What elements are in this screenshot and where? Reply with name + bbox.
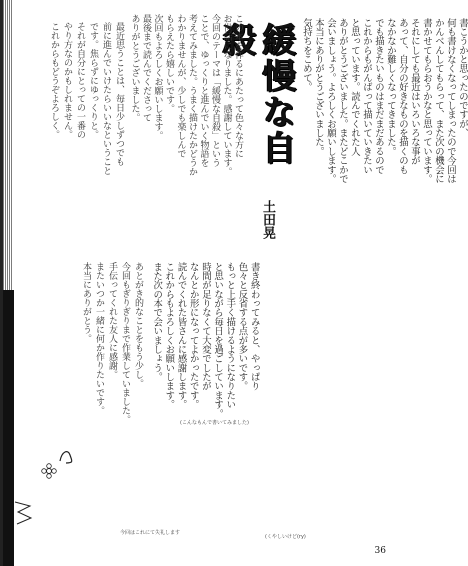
text-line: 最近思うことは、毎日少しずつでも xyxy=(114,22,124,166)
text-line: と思いながら毎日を過ごしています。 xyxy=(212,262,224,419)
handwritten-note-2: (くやしいけど(ry) xyxy=(265,534,306,540)
page-number: 36 xyxy=(374,546,386,556)
body-column-middle-upper xyxy=(128,14,243,234)
text-line: 考えてみました。うまく描けたかどうか xyxy=(187,14,197,176)
text-line: これからもよろしくお願いします。 xyxy=(163,262,175,410)
handwritten-note-3: 今回はこれにて失礼します xyxy=(120,530,181,536)
text-line: この本を作るにあたって色々な方に xyxy=(233,14,243,158)
text-line: 気持ちをこめて。 xyxy=(301,18,312,92)
text-line: ありがとうございました。 xyxy=(129,14,140,122)
text-line: もっと上手く描けるようになりたい xyxy=(224,262,236,410)
text-line: 会いましょう。よろしくお願いします。 xyxy=(325,18,336,184)
text-line: ありがとうございました。またどこかで xyxy=(337,18,348,184)
text-line: 本当にありがとう。 xyxy=(81,262,91,343)
text-line: かんべんしてもらって、また次の機会に xyxy=(433,18,444,184)
text-line: でも描きたいものはまだまだあるので xyxy=(373,18,384,175)
text-line: またいつか一緒に何か作りたいです。 xyxy=(94,262,104,415)
body-column-left-lower xyxy=(78,262,143,462)
signature-doodle xyxy=(58,445,76,465)
text-line: 時間が足りなくて大変でしたが xyxy=(199,262,211,391)
text-line: これからもがんばって描いていきたい xyxy=(361,18,372,175)
text-line: これからもどうぞよろしく。 xyxy=(49,22,59,139)
flower-doodle xyxy=(40,462,58,480)
text-line: お世話になりました。感謝しています。 xyxy=(221,14,232,176)
text-line: と思っています。読んでくれた人 xyxy=(349,18,360,156)
text-line: 何も書けなくなってしまったので今回は xyxy=(445,18,456,184)
text-line: それにしても最近はいろいろな事が xyxy=(409,18,420,166)
text-line: 読んでくれた皆さんに感謝します。 xyxy=(175,262,187,410)
page-title: 緩慢な自殺 xyxy=(216,22,296,166)
handwritten-note-1: (こんなもんで書いてみました) xyxy=(180,420,249,426)
body-column-right xyxy=(300,18,468,538)
text-line: 色々と反省する点が多いです。 xyxy=(236,262,248,391)
text-line: 書き終わってみると、やっぱり xyxy=(248,262,260,391)
left-edge-line xyxy=(0,0,3,566)
text-line: あって、自分の好きなものを描くのも xyxy=(397,18,408,175)
text-line: なかなか難しくなってきました。 xyxy=(385,18,396,156)
text-line: 書こうかと思ったのですが、 xyxy=(457,18,468,138)
text-line: あとがき的なことをもう少し。 xyxy=(133,262,143,388)
text-line: 今回もぎりぎりまで作業していました。 xyxy=(120,262,130,424)
text-line: ことで、ゆっくりと進んでいく物語を xyxy=(198,14,209,167)
corner-scribble xyxy=(12,498,34,528)
text-line: 最後まで読んでくださって xyxy=(141,14,151,122)
text-line: もらえたら嬉しいです。 xyxy=(164,14,174,113)
text-line: それが自分にとっての一番の xyxy=(75,22,85,139)
text-line: 書かせてもらおうかなと思っています。 xyxy=(421,18,432,184)
text-line: です。焦らずにゆっくりと。 xyxy=(88,22,98,139)
author-name: 土田晃 xyxy=(260,200,275,239)
text-line: なんとか形になってよかったです。 xyxy=(187,262,199,410)
text-line: 次回もよろしくお願いします。 xyxy=(152,14,163,140)
text-line: 今回のテーマは「緩慢な自殺」という xyxy=(210,14,220,167)
text-line: また次の本で会いましょう。 xyxy=(151,262,163,382)
text-line: 手伝ってくれた友人に感謝。 xyxy=(107,262,117,379)
body-column-middle-lower xyxy=(150,262,260,512)
text-line: 前に進んでいけたらいいなということ xyxy=(101,22,111,175)
text-line: わかりませんが、少しでも楽しんで xyxy=(175,14,186,158)
text-line: 本当にありがとうございました。 xyxy=(313,18,324,156)
body-column-left-upper xyxy=(46,22,124,222)
text-line: やり方なのかもしれません。 xyxy=(62,22,72,139)
